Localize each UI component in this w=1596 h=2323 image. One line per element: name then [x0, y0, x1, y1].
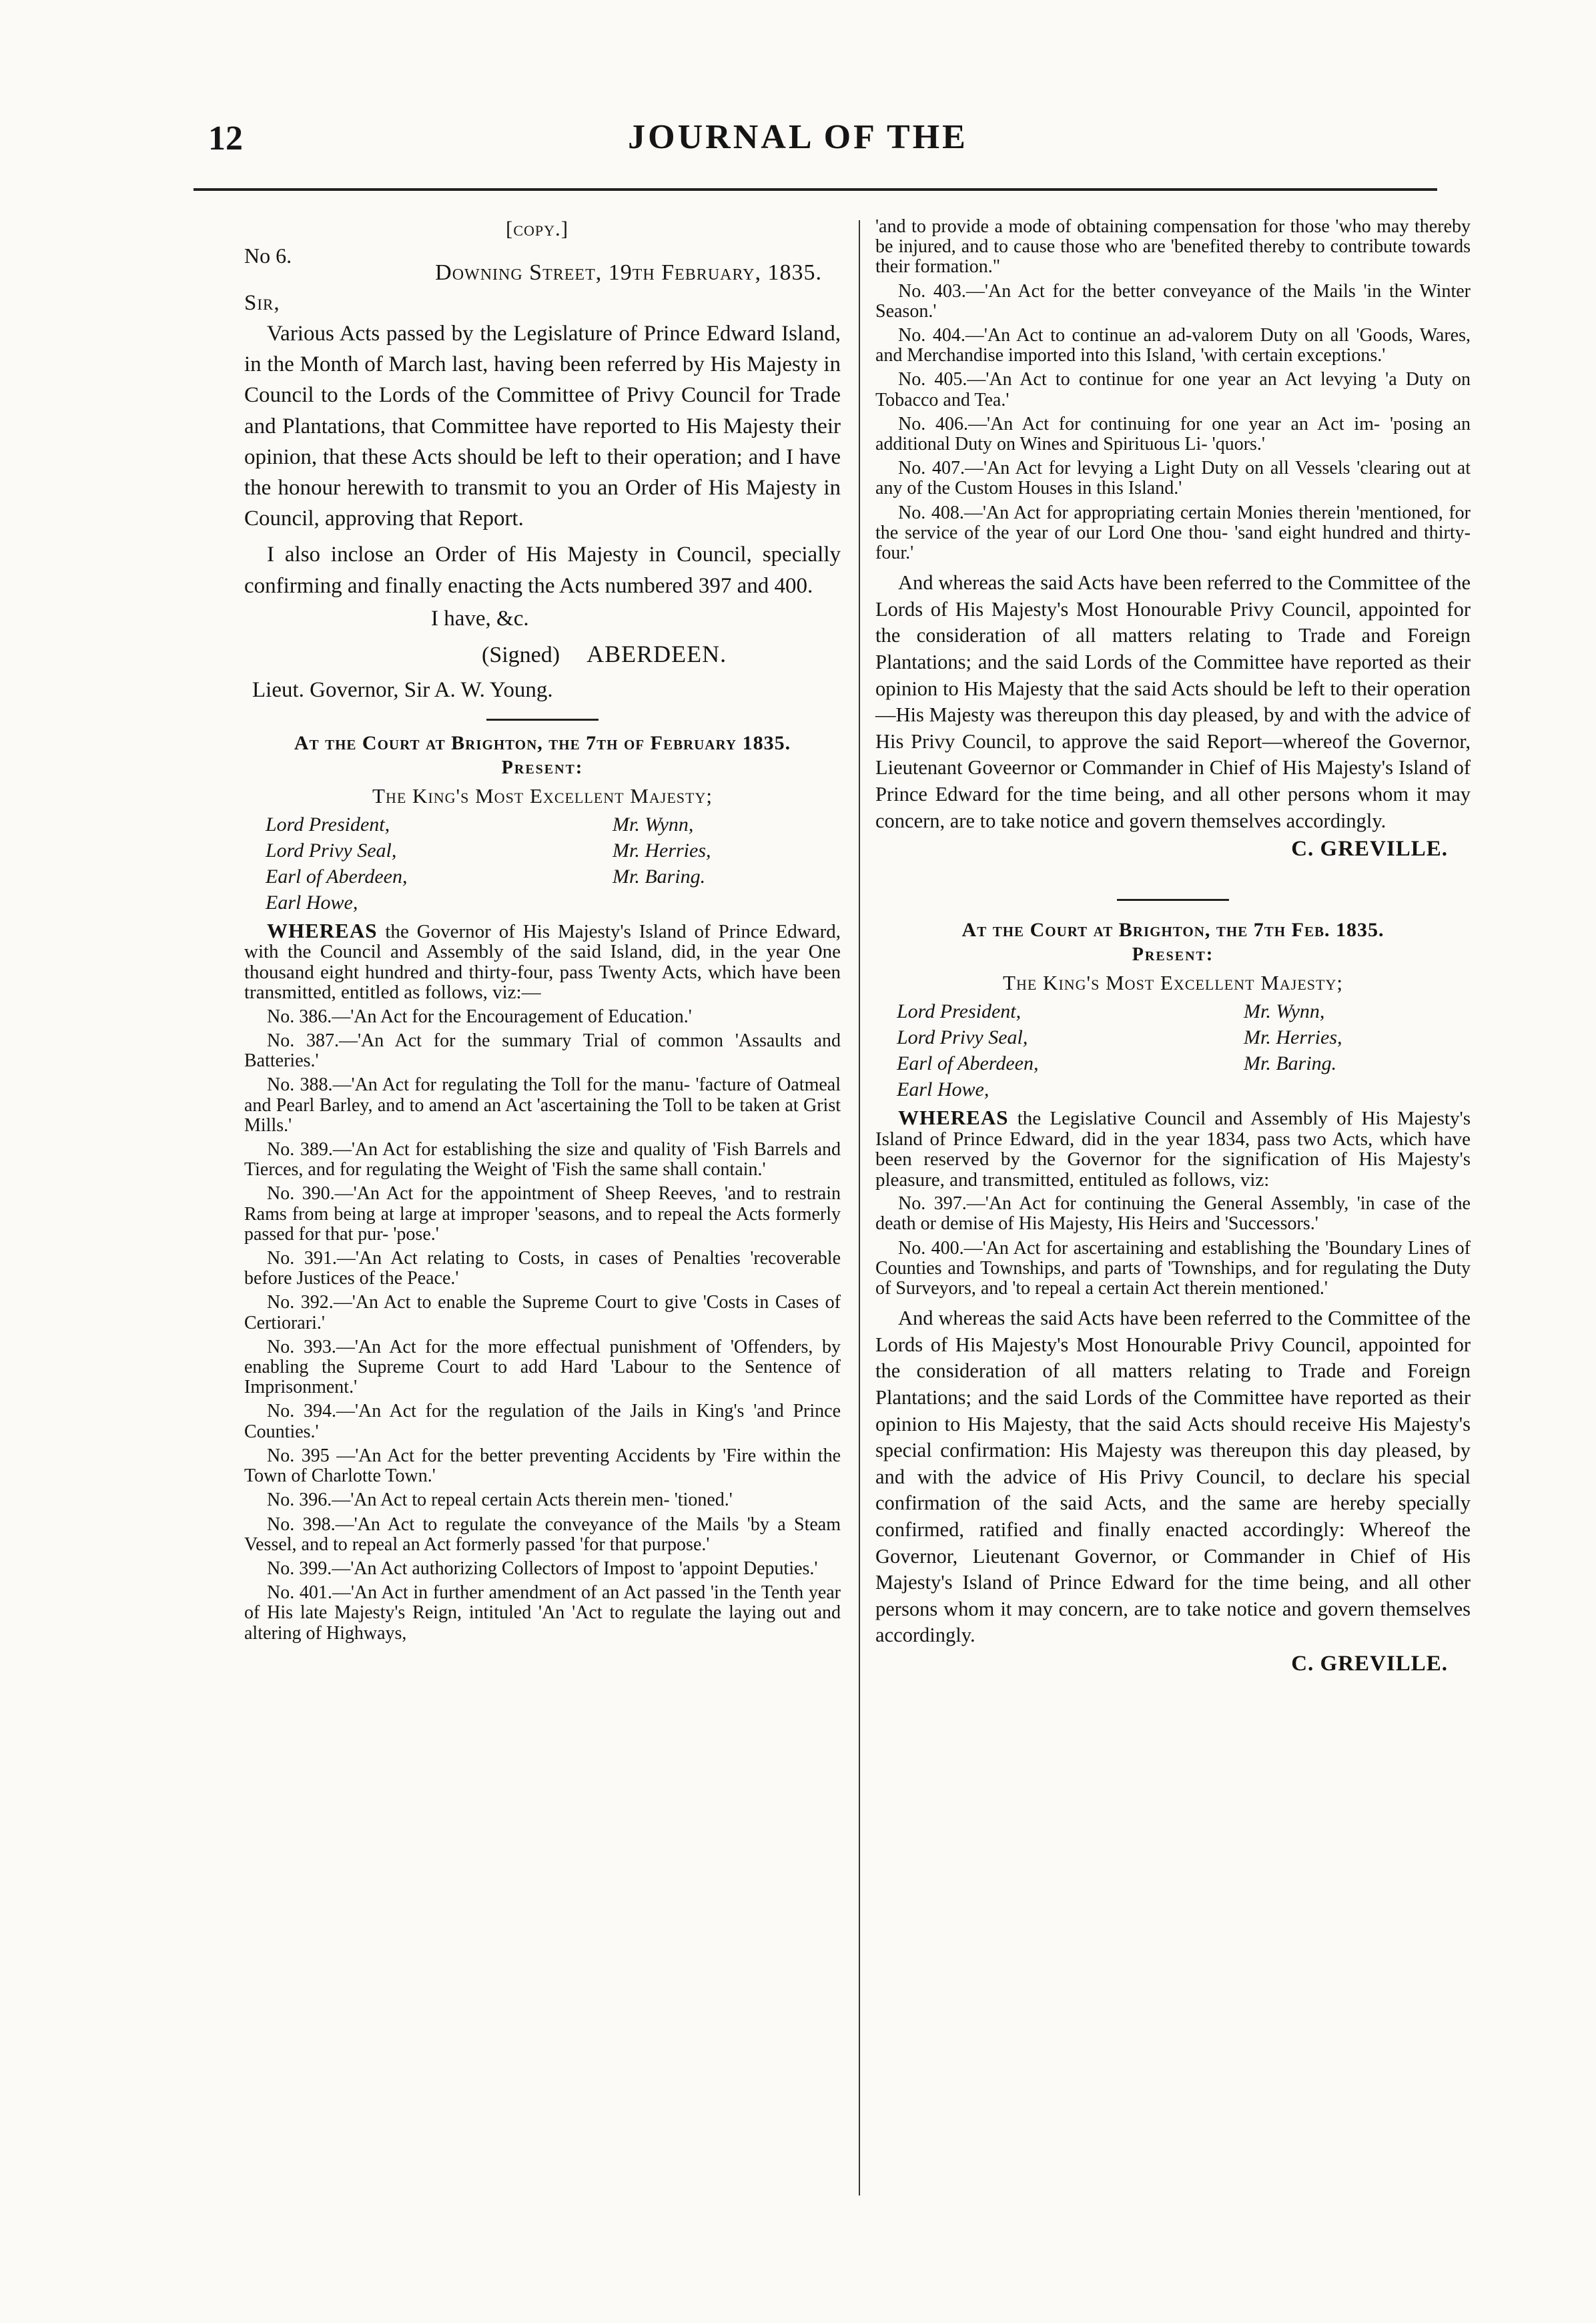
act-entry: No. 389.—'An Act for establishing the size and quality of 'Fish Barrels and Tierces, and for regulating the Weight of 'Fish the same shall contain.' — [244, 1139, 841, 1181]
act-entry: No. 396.—'An Act to repeal certain Acts therein men- 'tioned.' — [267, 1489, 733, 1511]
letter-dateline: Downing Street, 19th February, 1835. — [435, 260, 822, 285]
order-conclusion: And whereas the said Acts have been referred to the Committee of the Lords of His Majesty's Most Honourable Privy Council, appointed for the consideration of all matters relating to Trade and Foreign Plantations; and the said Lords of the Committee have reported as their opinion to His Majesty, that the said Acts should receive His Majesty's special confirmation: His Majesty was thereupon this day pleased, by and with the advice of His Privy Council, to declare his special confirmation of the said Acts, and the same are hereby specially confirmed, ratified and finally enacted accordingly: Whereof the Governor, Lieutenant Governor, or Commander in Chief of His Majesty's Island of Prince Edward for the time being, and all other persons whom it may concern, are to take notice and govern themselves accordingly. — [875, 1307, 1471, 1647]
letter-number: No 6. — [244, 244, 292, 268]
majesty-line: The King's Most Excellent Majesty; — [1003, 971, 1343, 995]
whereas-text: the Governor of His Majesty's Island of Prince Edward, with the Council and Assembly of the said Island, did, in the year One thousand eight hundred and thirty-four, pass Twenty Acts, which have been transmitted, entitled as follows, viz:— — [244, 920, 841, 1004]
act-entry: No. 408.—'An Act for appropriating certain Monies therein 'mentioned, for the service of the year of our Lord One thou- 'sand eight hundred and thirty-four.' — [875, 502, 1471, 564]
lord-name: Mr. Herries, — [613, 839, 711, 862]
act-entry: No. 400.—'An Act for ascertaining and establishing the 'Boundary Lines of Counties and Townships, and parts of 'Townships, and for regulating the Duty of Surveyors, and 'to repeal a certain Act therein mentioned.' — [875, 1237, 1471, 1299]
act-entry: No. 394.—'An Act for the regulation of the Jails in King's 'and Prince Counties.' — [244, 1401, 841, 1442]
act-entry: No. 386.—'An Act for the Encouragement of Education.' — [267, 1006, 692, 1027]
right-column — [875, 217, 1471, 1676]
running-head: JOURNAL OF THE — [628, 118, 968, 156]
act-entry: No. 391.—'An Act relating to Costs, in cases of Penalties 'recoverable before Justices of the Peace.' — [244, 1248, 841, 1289]
act-entry: No. 399.—'An Act authorizing Collectors of Impost to 'appoint Deputies.' — [267, 1558, 818, 1579]
act-entry-continued: 'and to provide a mode of obtaining compensation for those 'who may thereby be injured, and to cause those who are 'benefited thereby to contribute towards their formation." — [875, 216, 1471, 278]
letter-salutation: Sir, — [244, 291, 280, 315]
court-heading: At the Court at Brighton, the 7th Feb. 1835. — [961, 919, 1384, 942]
lord-name: Lord Privy Seal, — [897, 1026, 1028, 1049]
signer-name: ABERDEEN. — [586, 640, 727, 667]
section-rule — [486, 719, 598, 721]
letter-recipient: Lieut. Governor, Sir A. W. Young. — [252, 677, 553, 702]
act-entry: No. 387.—'An Act for the summary Trial of common 'Assaults and Batteries.' — [244, 1030, 841, 1072]
act-entry: No. 392.—'An Act to enable the Supreme Court to give 'Costs in Cases of Certiorari.' — [244, 1292, 841, 1333]
whereas-text: the Legislative Council and Assembly of His Majesty's Island of Prince Edward, did in the year 1834, pass two Acts, which have been reserved by the Governor for the signification of His Majesty's pleasure, and transmitted, entituled as follows, viz: — [875, 1108, 1471, 1191]
act-entry: No. 388.—'An Act for regulating the Toll for the manu- 'facture of Oatmeal and Pearl Barley, and to amend an Act 'ascertaining the Toll to be taken at Grist Mills.' — [244, 1074, 841, 1136]
header-rule — [193, 188, 1437, 191]
lord-name: Mr. Wynn, — [1244, 1000, 1325, 1023]
order-signature: C. GREVILLE. — [1291, 1651, 1448, 1676]
court-heading: At the Court at Brighton, the 7th of February 1835. — [294, 731, 791, 754]
act-entry: No. 404.—'An Act to continue an ad-valorem Duty on all 'Goods, Wares, and Merchandise imported into this Island, 'with certain exceptions.' — [875, 325, 1471, 366]
act-entry: No. 406.—'An Act for continuing for one year an Act im- 'posing an additional Duty on Wines and Spirituous Li- 'quors.' — [875, 413, 1471, 455]
order-signature: C. GREVILLE. — [1291, 837, 1448, 862]
lord-name: Mr. Herries, — [1244, 1026, 1342, 1049]
whereas-word: WHEREAS — [267, 918, 378, 942]
whereas-word: WHEREAS — [898, 1106, 1009, 1130]
order-conclusion: And whereas the said Acts have been referred to the Committee of the Lords of His Majesty's Most Honourable Privy Council, appointed for the consideration of all matters relating to Trade and Foreign Plantations; and the said Lords of the Committee have reported as their opinion to His Majesty that the said Acts should be left to their operation—His Majesty was thereupon this day pleased, by and with the advice of His Privy Council, to approve the said Report—whereof the Governor, Lieutenant Goveernor or Commander in Chief of His Majesty's Island of Prince Edward for the time being, and all other persons whom it may concern, are to take notice and govern themselves accordingly. — [875, 571, 1471, 832]
act-entry: No. 390.—'An Act for the appointment of Sheep Reeves, 'and to restrain Rams from being at large at improper 'seasons, and to repeal the Acts formerly passed for that pur- 'pose.' — [244, 1183, 841, 1245]
act-entry: No. 401.—'An Act in further amendment of an Act passed 'in the Tenth year of His late Majesty's Reign, intituled 'An 'Act to regulate the laying out and altering of Highways, — [244, 1582, 841, 1644]
act-entry: No. 405.—'An Act to continue for one year an Act levying 'a Duty on Tobacco and Tea.' — [875, 369, 1471, 410]
act-entry: No. 393.—'An Act for the more effectual punishment of 'Offenders, by enabling the Supreme Court to add Hard 'Labour to the Sentence of Imprisonment.' — [244, 1336, 841, 1398]
act-entry: No. 398.—'An Act to regulate the conveyance of the Mails 'by a Steam Vessel, and to repeal an Act formerly passed 'for that purpose.' — [244, 1514, 841, 1555]
letter-signature — [482, 636, 841, 673]
section-rule — [1117, 899, 1229, 901]
whereas-paragraph — [244, 918, 841, 1004]
present-label: Present: — [501, 757, 584, 778]
present-label: Present: — [1132, 944, 1214, 966]
lord-name: Earl Howe, — [897, 1078, 989, 1101]
whereas-paragraph — [875, 1108, 1471, 1190]
lord-name: Mr. Baring. — [613, 865, 706, 888]
lord-name: Lord Privy Seal, — [266, 839, 397, 862]
signed-label: (Signed) — [482, 642, 560, 667]
column-divider — [859, 220, 860, 2196]
copy-label: [copy.] — [506, 217, 569, 240]
act-entry: No. 403.—'An Act for the better conveyance of the Mails 'in the Winter Season.' — [875, 280, 1471, 322]
letter-paragraph: Various Acts passed by the Legislature of Prince Edward Island, in the Month of March last, having been referred by His Majesty in Council to the Lords of the Committee of Privy Council for Trade and Plantations, that Committee have reported to His Majesty their opinion, that these Acts should be left to their operation; and I have the honour herewith to transmit to you an Order of His Majesty in Council, approving that Report. — [244, 322, 841, 531]
lords-present — [266, 811, 841, 916]
page-number: 12 — [208, 119, 243, 157]
lord-name: Earl Howe, — [266, 891, 358, 914]
lord-name: Earl of Aberdeen, — [266, 865, 408, 888]
lord-name: Earl of Aberdeen, — [897, 1052, 1039, 1075]
majesty-line: The King's Most Excellent Majesty; — [372, 783, 713, 807]
lord-name: Lord President, — [266, 813, 390, 836]
act-entry: No. 395 —'An Act for the better preventing Accidents by 'Fire within the Town of Charlotte Town.' — [244, 1445, 841, 1487]
letter-closing: I have, &c. — [431, 606, 529, 631]
left-column — [244, 217, 841, 1648]
letter-paragraph: I also inclose an Order of His Majesty in Council, specially confirming and finally enacting the Acts numbered 397 and 400. — [244, 543, 841, 598]
act-entry: No. 397.—'An Act for continuing the General Assembly, 'in case of the death or demise of His Majesty, His Heirs and 'Successors.' — [875, 1193, 1471, 1235]
lord-name: Mr. Wynn, — [613, 813, 694, 836]
act-entry: No. 407.—'An Act for levying a Light Duty on all Vessels 'clearing out at any of the Custom Houses in this Island.' — [875, 458, 1471, 499]
lord-name: Mr. Baring. — [1244, 1052, 1337, 1075]
lords-present — [897, 998, 1471, 1102]
lord-name: Lord President, — [897, 1000, 1022, 1023]
